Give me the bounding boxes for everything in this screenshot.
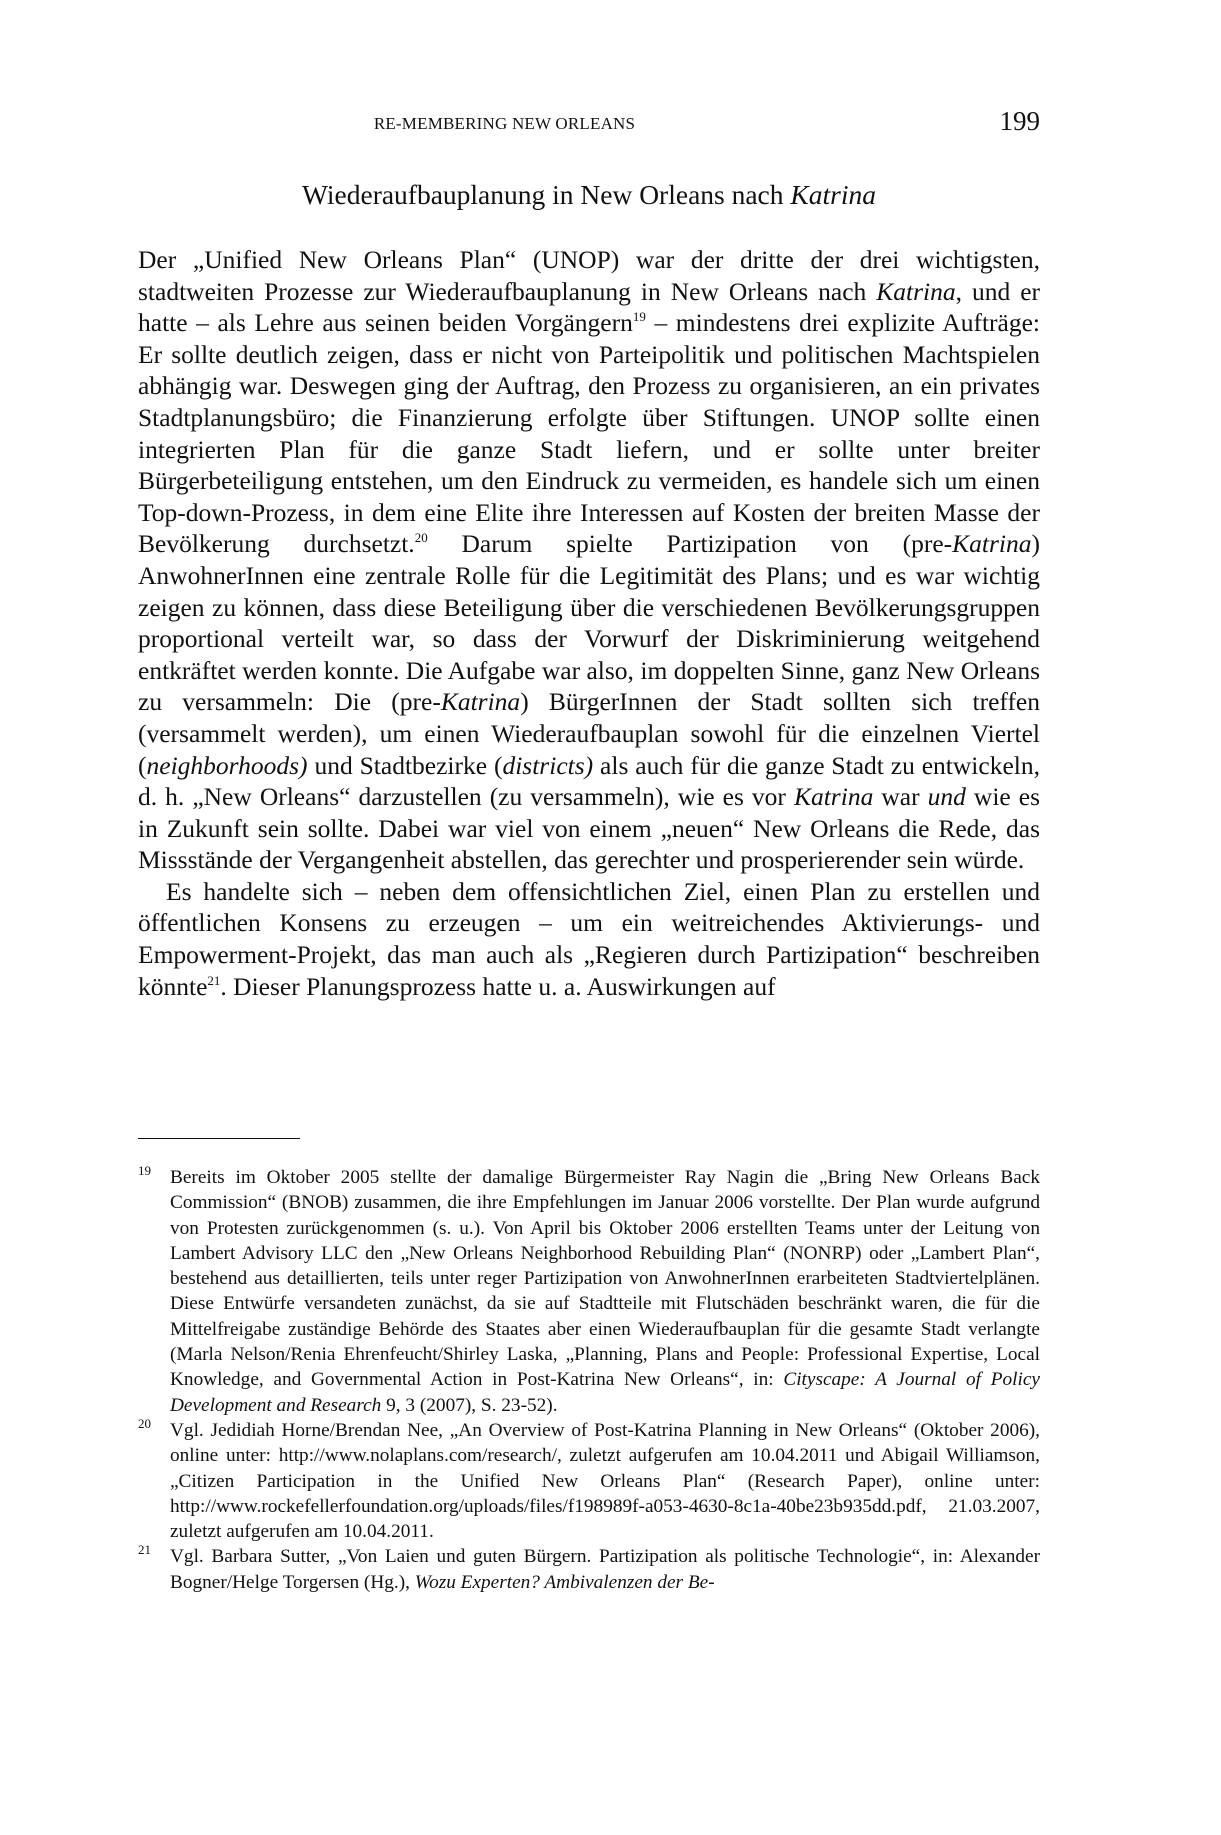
- p1-text-10: wie es in Zukunft sein sollte. Dabei war viel von einem „neuen“ New Orleans die Rede, das Missstände der Vergangenheit abstellen, das gerechter und prosperierender sein würde.: [138, 782, 1040, 875]
- footnote-text: Vgl. Jedidiah Horne/Brendan Nee, „An Overview of Post-Katrina Planning in New Orleans“ (Oktober 2006), online unter: http://www.nolaplans.com/research/, zuletzt aufgerufen am 10.04.2011 und Abigail Williamson, „Citizen Participation in the Unified New Orleans Plan“ (Research Paper), online unter: http://www.rockefellerfoundation.org/uploads/files/f198989f-a053-4630-8c1a-40be23b935dd.pdf, 21.03.2007, zuletzt aufgerufen am 10.04.2011.: [170, 1419, 1040, 1543]
- p1-italic-5: districts): [502, 750, 594, 780]
- body-text: [138, 244, 1040, 1002]
- footnote-ref-19[interactable]: 19: [632, 309, 646, 325]
- p1-text-6: ) BürgerInnen der Stadt sollten sich treffen (versammelt werden), um einen Wiederaufbauplan sowohl für die einzelnen Viertel (: [138, 687, 1040, 780]
- p1-text-1: Der „Unified New Orleans Plan“ (UNOP) war der dritte der drei wichtigsten, stadtweiten Prozesse zur Wiederaufbauplanung in New Orleans nach: [138, 245, 1040, 306]
- p2-text-2: . Dieser Planungsprozess hatte u. a. Auswirkungen auf: [220, 971, 776, 1001]
- footnote-text: 9, 3 (2007), S. 23-52).: [381, 1394, 558, 1416]
- footnote-italic: Wozu Experten? Ambivalenzen der Be-: [414, 1571, 715, 1593]
- p1-text-2: , und er hatte – als Lehre aus seinen beiden Vorgängern: [138, 276, 1041, 338]
- p1-italic-1: Katrina: [876, 276, 956, 306]
- p1-text-9: war: [873, 782, 928, 812]
- p1-text-4: Darum spielte Partizipation von (pre-: [427, 529, 953, 559]
- section-title-text: Wiederaufbauplanung in New Orleans nach: [302, 179, 791, 210]
- footnote-number: 19: [138, 1163, 151, 1178]
- footnote-divider: [138, 1138, 300, 1139]
- p1-italic-4: neighborhoods): [146, 750, 308, 780]
- footnote-number: 21: [138, 1542, 151, 1558]
- p1-text-7: und Stadtbezirke (: [307, 750, 503, 780]
- p1-text-5: ) AnwohnerInnen eine zentrale Rolle für die Legitimität des Plans; und es war wichtig zeigen zu können, dass diese Beteiligung über die verschiedenen Bevölkerungsgruppen proportional verteilt war, so dass der Vorwurf der Diskriminierung weitgehend entkräftet werden konnte. Die Aufgabe war also, im doppelten Sinne, ganz New Orleans zu versammeln: Die (pre-: [138, 529, 1040, 717]
- page-number: 199: [999, 106, 1040, 136]
- section-title: [138, 178, 1040, 212]
- paragraph-2: [138, 876, 1040, 1002]
- footnote-19: [138, 1165, 1040, 1418]
- footnote-number: 20: [138, 1415, 151, 1431]
- footnote-ref-20[interactable]: 20: [414, 530, 428, 546]
- p1-italic-7: und: [927, 782, 966, 812]
- p1-text-8: als auch für die ganze Stadt zu entwickeln, d. h. „New Orleans“ darzustellen (zu versammeln), wie es vor: [138, 750, 1040, 812]
- paragraph-1: [138, 244, 1040, 876]
- p1-text-3: – mindestens drei explizite Aufträge: Er sollte deutlich zeigen, dass er nicht von Parteipolitik und politischen Machtspielen abhängig war. Deswegen ging der Auftrag, den Prozess zu organisieren, an ein privates Stadtplanungsbüro; die Finanzierung erfolgte über Stiftungen. UNOP sollte einen integrierten Plan für die ganze Stadt liefern, und er sollte unter breiter Bürgerbeteiligung entstehen, um den Eindruck zu vermeiden, es handele sich um einen Top-down-Prozess, in dem eine Elite ihre Interessen auf Kosten der breiten Masse der Bevölkerung durchsetzt.: [138, 308, 1040, 559]
- footnote-21: [138, 1544, 1040, 1595]
- running-title: RE-MEMBERING NEW ORLEANS: [373, 114, 636, 133]
- section-title-italic: Katrina: [790, 179, 876, 210]
- running-head: [138, 104, 1040, 144]
- footnotes: [138, 1165, 1040, 1595]
- p1-italic-2: Katrina: [952, 529, 1032, 559]
- p1-italic-3: Katrina: [440, 687, 521, 717]
- footnote-italic: Cityscape: A Journal of Policy Development and Research: [170, 1369, 1040, 1416]
- p2-text-1: Es handelte sich – neben dem offensichtlichen Ziel, einen Plan zu erstellen und öffentlichen Konsens zu erzeugen – um ein weitreichendes Aktivierungs- und Empowerment-Projekt, das man auch als „Regieren durch Partizipation“ beschreiben könnte: [138, 876, 1040, 1001]
- p1-italic-6: Katrina: [793, 782, 874, 812]
- footnote-20: [138, 1415, 1040, 1544]
- footnote-text: Vgl. Barbara Sutter, „Von Laien und guten Bürgern. Partizipation als politische Technologie“, in: Alexander Bogner/Helge Torgersen (Hg.),: [170, 1546, 1040, 1593]
- footnote-text: Bereits im Oktober 2005 stellte der damalige Bürgermeister Ray Nagin die „Bring New Orleans Back Commission“ (BNOB) zusammen, die ihre Empfehlungen im Januar 2006 vorstellte. Der Plan wurde aufgrund von Protesten zurückgenommen (s. u.). Von April bis Oktober 2006 erstellten Teams unter der Leitung von Lambert Advisory LLC den „New Orleans Neighborhood Rebuilding Plan“ (NONRP) oder „Lambert Plan“, bestehend aus detaillierten, teils unter reger Partizipation von AnwohnerInnen erarbeiteten Stadtviertelplänen. Diese Entwürfe versandeten zunächst, da sie auf Stadtteile mit Flutschäden beschränkt waren, die für die Mittelfreigabe zuständige Behörde des Staates aber einen Wiederaufbauplan für die gesamte Stadt verlangte (Marla Nelson/Renia Ehrenfeucht/Shirley Laska, „Planning, Plans and People: Professional Expertise, Local Knowledge, and Governmental Action in Post-Katrina New Orleans“, in:: [170, 1167, 1040, 1391]
- footnote-ref-21[interactable]: 21: [207, 972, 221, 988]
